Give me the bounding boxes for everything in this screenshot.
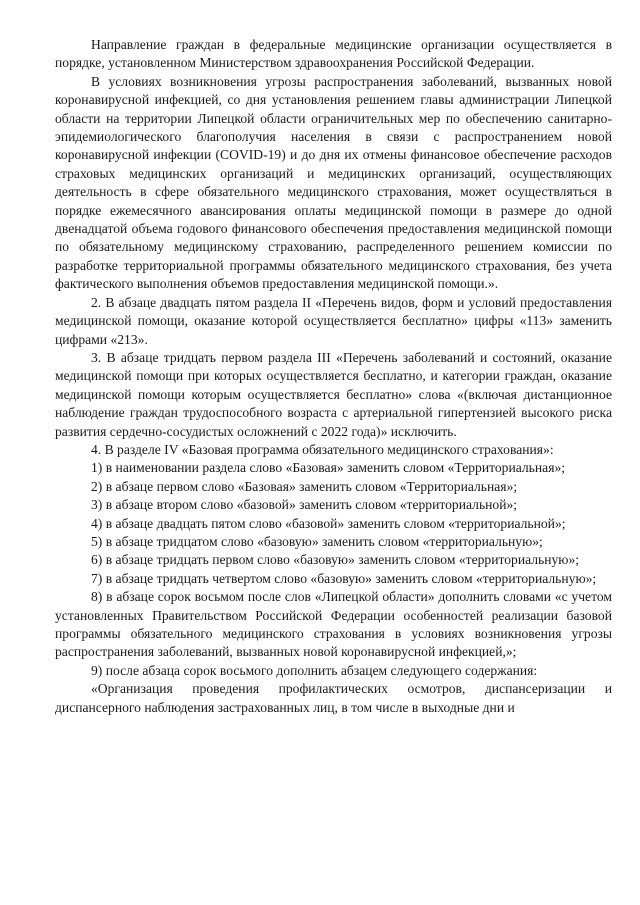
paragraph-subitem-9: 9) после абзаца сорок восьмого дополнить абзацем следующего содержания:	[91, 662, 538, 678]
paragraph-subitem-4: 4) в абзаце двадцать пятом слово «базовой» заменить словом «территориальной»;	[91, 515, 566, 531]
document-page	[55, 36, 612, 717]
paragraph-subitem-3: 3) в абзаце втором слово «базовой» заменить словом «территориальной»;	[91, 497, 518, 513]
paragraph-subitem-7: 7) в абзаце тридцать четвертом слово «базовую» заменить словом «территориальную»;	[91, 570, 597, 586]
paragraph-subitem-2: 2) в абзаце первом слово «Базовая» заменить словом «Территориальная»;	[91, 478, 518, 494]
paragraph-item-2: 2. В абзаце двадцать пятом раздела II «Перечень видов, форм и условий предоставления медицинской помощи, оказание которой осуществляется бесплатно» цифры «113» заменить цифрами «213».	[55, 294, 612, 347]
paragraph-subitem-1: 1) в наименовании раздела слово «Базовая» заменить словом «Территориальная»;	[91, 460, 566, 476]
paragraph-subitem-5: 5) в абзаце тридцатом слово «базовую» заменить словом «территориальную»;	[91, 533, 543, 549]
paragraph-subitem-8: 8) в абзаце сорок восьмом после слов «Липецкой области» дополнить словами «с учетом установленных Правительством Российской Федерации особенностей реализации базовой программы обязательного медицинского страхования в условиях возникновения угрозы распространения заболеваний, вызванных новой коронавирусной инфекцией,»;	[55, 589, 612, 660]
paragraph-covid-advance-payment: В условиях возникновения угрозы распространения заболеваний, вызванных новой коронавирусной инфекцией, со дня установления решением главы администрации Липецкой области на территории Липецкой области ограничительных мер по обеспечению санитарно-эпидемиологического благополучия населения в связи с распространением новой коронавирусной инфекции (COVID-19) и до дня их отмены финансовое обеспечение расходов страховых медицинских организаций и медицинских организаций, осуществляющих деятельность в сфере обязательного медицинского страхования, может осуществляться в порядке ежемесячного авансирования оплаты медицинской помощи в размере до одной двенадцатой объема годового финансового обеспечения предоставления медицинской помощи по обязательному медицинскому страхованию, распределенного решением комиссии по разработке территориальной программы обязательного медицинского страхования, без учета фактического выполнения объемов предоставления медицинской помощи.».	[55, 73, 612, 292]
paragraph-new-text-start: «Организация проведения профилактических осмотров, диспансеризации и диспансерного наблюдения застрахованных лиц, в том числе в выходные дни и	[55, 681, 612, 715]
paragraph-subitem-6: 6) в абзаце тридцать первом слово «базовую» заменить словом «территориальную»;	[91, 552, 580, 568]
paragraph-item-4: 4. В разделе IV «Базовая программа обязательного медицинского страхования»:	[91, 441, 554, 457]
paragraph-referral-federal: Направление граждан в федеральные медицинские организации осуществляется в порядке, установленном Министерством здравоохранения Российской Федерации.	[55, 37, 612, 71]
paragraph-item-3: 3. В абзаце тридцать первом раздела III «Перечень заболеваний и состояний, оказание медицинской помощи при которых осуществляется бесплатно, и категории граждан, оказание медицинской помощи которым осуществляется бесплатно» слова «(включая дистанционное наблюдение граждан трудоспособного возраста с артериальной гипертензией высокого риска развития сердечно-сосудистых осложнений с 2022 года)» исключить.	[55, 349, 612, 439]
